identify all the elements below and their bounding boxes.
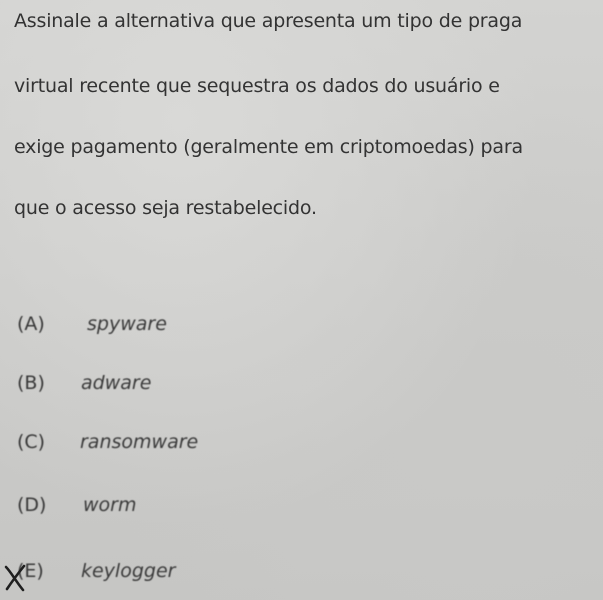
option-letter: (D) [17, 494, 47, 516]
option-letter: (E) [17, 560, 44, 582]
option-text: adware [81, 372, 152, 394]
option-b[interactable] [17, 372, 151, 394]
option-text: worm [83, 494, 137, 516]
question-line: virtual recente que sequestra os dados do usuário e [14, 75, 500, 97]
option-c[interactable] [17, 431, 198, 453]
option-a[interactable] [17, 313, 167, 335]
option-text: spyware [87, 313, 167, 335]
question-line: Assinale a alternativa que apresenta um tipo de praga [14, 10, 523, 32]
option-d[interactable] [17, 494, 136, 516]
question-line: exige pagamento (geralmente em criptomoedas) para [14, 136, 523, 158]
option-text: keylogger [81, 560, 176, 582]
handwritten-x-icon [3, 562, 27, 592]
question-line: que o acesso seja restabelecido. [14, 197, 317, 219]
option-letter: (A) [17, 313, 45, 335]
option-e[interactable] [17, 560, 175, 582]
option-letter: (B) [17, 372, 45, 394]
option-text: ransomware [80, 431, 199, 453]
option-letter: (C) [17, 431, 46, 453]
